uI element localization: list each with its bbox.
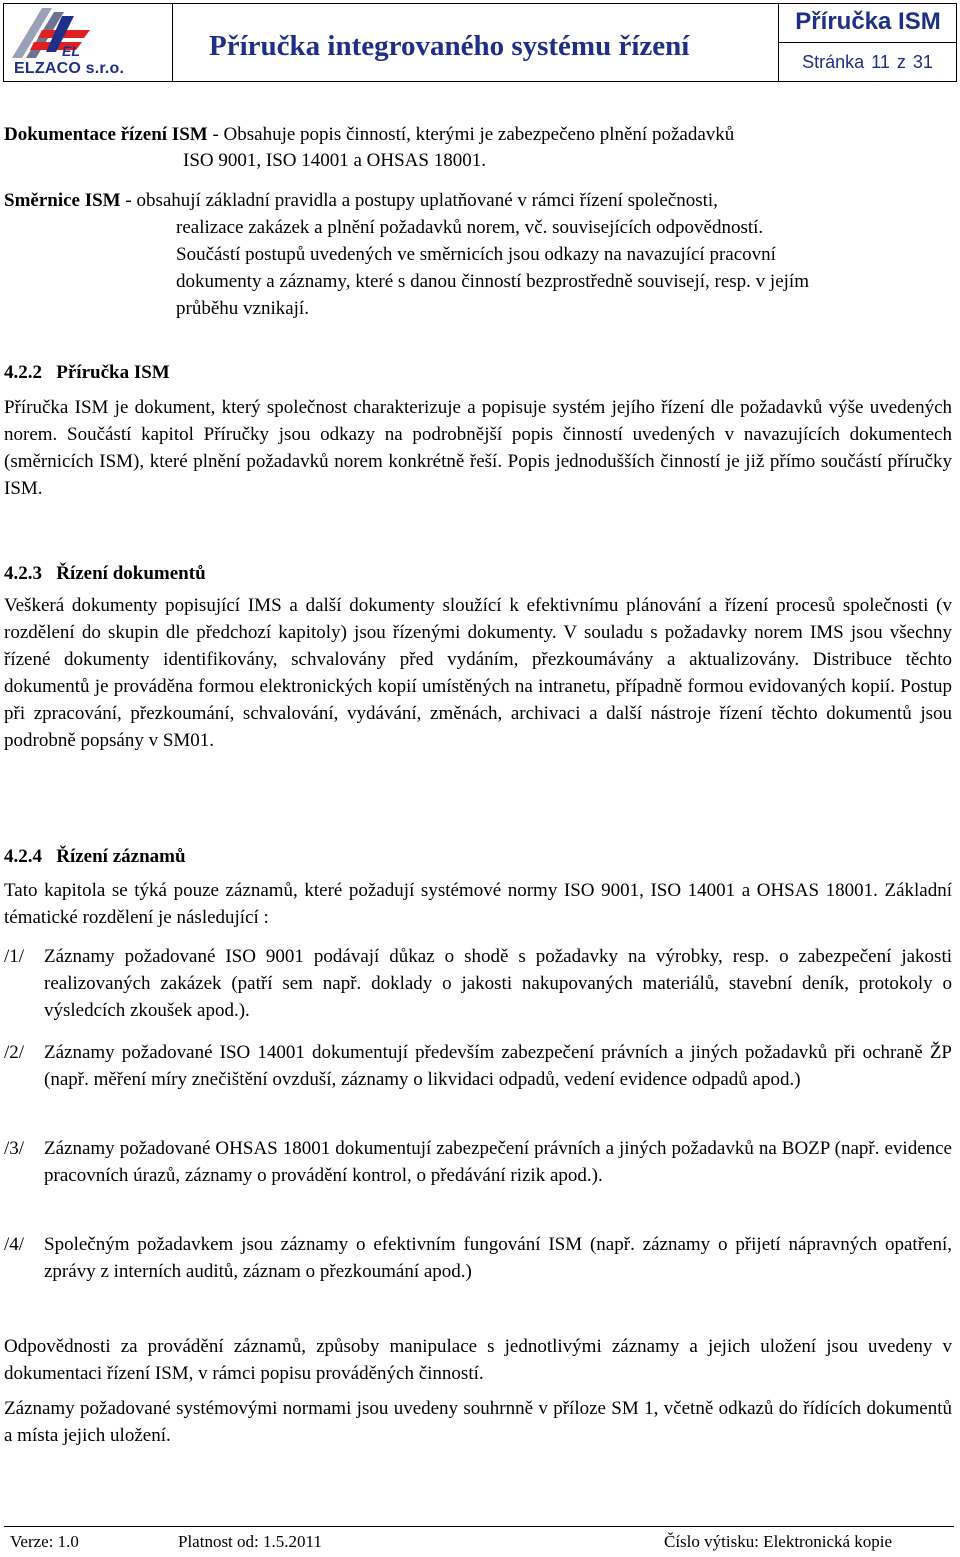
logo-mark: EL <box>62 43 80 59</box>
list-item: Záznamy požadované ISO 14001 dokumentují především zabezpečení právních a jiných požadavků při ochraně ŽP (např. měření míry znečištění ovzduší, záznamy o likvidaci odpadů, vedení evidence odpadů apod.) <box>44 1042 952 1090</box>
list-marker: /4/ <box>4 1234 25 1255</box>
footer-valid-from: Platnost od: 1.5.2011 <box>178 1532 322 1551</box>
section-number-424: 4.2.4 <box>4 846 42 867</box>
section-para2-424: Odpovědnosti za provádění záznamů, způsoby manipulace s jednotlivými záznamy a jejich uložení jsou uvedeny v dokumentaci řízení ISM, v rámci popisu prováděných činností. <box>4 1336 952 1384</box>
sm-desc-2: realizace zakázek a plnění požadavků norem, vč. souvisejících odpovědností. <box>176 217 764 238</box>
company-logo-icon <box>12 8 98 60</box>
section-para3-424: Záznamy požadované systémovými normami jsou uvedeny souhrnně v příloze SM 1, včetně odkazů do řídících dokumentů a místa jejich uložení. <box>4 1398 952 1446</box>
section-intro-424: Tato kapitola se týká pouze záznamů, které požadují systémové normy ISO 9001, ISO 14001 a OHSAS 18001. Základní tématické rozdělení je následující : <box>4 880 952 928</box>
section-heading-422 <box>4 362 170 384</box>
footer-divider <box>4 1526 954 1527</box>
section-number-422: 4.2.2 <box>4 362 42 383</box>
meta-cell <box>779 4 956 81</box>
dok-desc-2: ISO 9001, ISO 14001 a OHSAS 18001. <box>183 150 486 171</box>
section-para-423: Veškerá dokumenty popisující IMS a další dokumenty sloužící k efektivnímu plánování a řízení procesů společnosti (v rozdělení do skupin dle předchozí kapitoly) jsou řízenými dokumenty. V souladu s požadavky norem IMS jsou všechny řízené dokumenty identifikovány, schvalovány před vydáním, přezkoumávány a aktualizovány. Distribuce těchto dokumentů je prováděna formou elektronických kopií umístěných na intranetu, případně formou evidovaných kopií. Postup při zpracování, přezkoumání, schvalování, vydávání, změnách, archivaci a další nástroje řízení těchto dokumentů jsou podrobně popsány v SM01. <box>4 595 952 751</box>
sm-term: Směrnice ISM <box>4 190 121 211</box>
section-title-424: Řízení záznamů <box>56 846 186 867</box>
footer-version: Verze: 1.0 <box>10 1532 79 1551</box>
short-title: Příručka ISM <box>795 8 941 35</box>
sm-desc-1: - obsahují základní pravidla a postupy uplatňované v rámci řízení společnosti, <box>120 190 718 211</box>
section-title-423: Řízení dokumentů <box>56 563 206 584</box>
list-marker: /2/ <box>4 1042 25 1063</box>
section-title-422: Příručka ISM <box>56 362 170 383</box>
sm-desc-5: průběhu vznikají. <box>176 298 309 319</box>
dok-definition-line1 <box>4 124 734 146</box>
section-para-422: Příručka ISM je dokument, který společnost charakterizuje a popisuje systém jejího řízení dle požadavků výše uvedených norem. Součástí kapitol Příručky jsou odkazy na podrobnější popis činností uvedených v navazujících dokumentech (směrnicích ISM), které plnění požadavků norem konkrétně řeší. Popis jednodušších činností je již přímo součástí příručky ISM. <box>4 397 952 499</box>
list-marker: /3/ <box>4 1138 25 1159</box>
document-header <box>3 3 957 82</box>
list-item: Záznamy požadované OHSAS 18001 dokumentují zabezpečení právních a jiných požadavků na BOZP (např. evidence pracovních úrazů, záznamy o provádění kontrol, o předávání rizik apod.). <box>44 1138 952 1186</box>
page-number: Stránka 11 z 31 <box>802 52 933 72</box>
list-item: Společným požadavkem jsou záznamy o efektivním fungování ISM (např. záznamy o přijetí nápravných opatření, zprávy z interních auditů, záznam o přezkoumání apod.) <box>44 1234 952 1282</box>
section-number-423: 4.2.3 <box>4 563 42 584</box>
title-cell <box>172 4 779 81</box>
logo-cell <box>4 4 173 81</box>
dok-term: Dokumentace řízení ISM <box>4 124 208 145</box>
section-heading-423 <box>4 563 206 585</box>
sm-desc-3: Součástí postupů uvedených ve směrnicích jsou odkazy na navazující pracovní <box>176 244 776 265</box>
dok-desc-1: - Obsahuje popis činností, kterými je zabezpečeno plnění požadavků <box>207 124 735 145</box>
footer-copy-number: Číslo výtisku: Elektronická kopie <box>664 1532 893 1551</box>
list-marker: /1/ <box>4 946 25 967</box>
sm-definition-line1 <box>4 190 718 212</box>
list-item: Záznamy požadované ISO 9001 podávají důkaz o shodě s požadavky na výrobky, resp. o zabezpečení jakosti realizovaných zakázek (patří sem např. doklady o jakosti nakupovaných materiálů, stavební deník, protokoly o výsledcích zkoušek apod.). <box>44 946 952 1021</box>
section-heading-424 <box>4 846 186 868</box>
short-title-cell <box>779 4 956 43</box>
sm-desc-4: dokumenty a záznamy, které s danou činností bezprostředně souvisejí, resp. v jejím <box>176 271 809 292</box>
document-title: Příručka integrovaného systému řízení <box>209 30 690 62</box>
company-name: ELZACO s.r.o. <box>14 60 125 77</box>
